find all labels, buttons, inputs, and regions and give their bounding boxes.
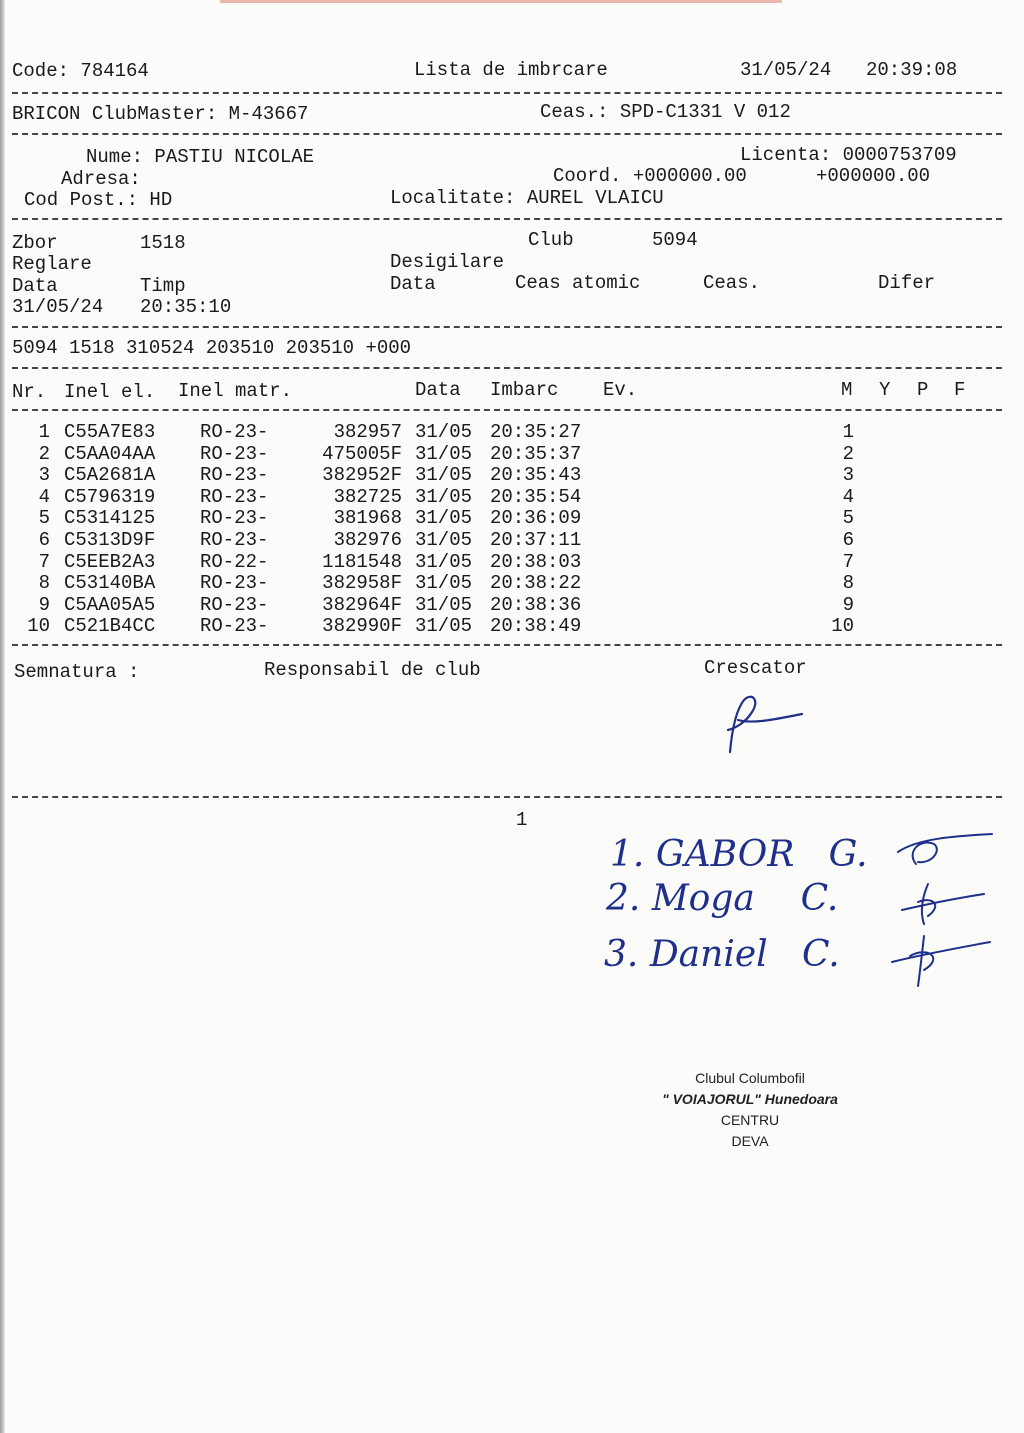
row-number: 4 [38,485,50,508]
row-time: 20:38:22 [490,572,582,595]
row-inel-el: C5313D9F [64,529,156,551]
coordinates-second: +000000.00 [816,165,931,187]
row-position: 7 [842,550,854,573]
stamp-line-1: Clubul Columbofil [695,1070,805,1086]
divider [12,92,1002,94]
clubmaster-id: BRICON ClubMaster: M-43667 [12,103,309,125]
document-title: Lista de imbrcare [414,59,608,81]
row-date: 31/05 [415,529,473,551]
stamp-line-3: CENTRU [720,1112,780,1128]
difer-label: Difer [878,272,936,294]
row-inel-el: C5314125 [64,507,156,530]
row-date: 31/05 [415,421,473,443]
row-inel-el: C55A7E83 [64,421,156,443]
breeder-signature [722,690,812,760]
row-position: 5 [842,507,854,530]
row-inel-matr: 382957 [333,421,402,443]
row-position: 1 [842,421,854,443]
row-number: 3 [38,464,50,487]
row-inel-matr: 382964F [322,593,402,616]
row-date: 31/05 [415,485,473,508]
row-number: 6 [38,529,50,551]
row-inel-el: C5796319 [64,485,156,508]
responsabil-label: Responsabil de club [264,659,481,681]
row-date: 31/05 [415,572,473,595]
col-inel-el: Inel el. [64,381,156,403]
desigilare-label: Desigilare [390,251,505,273]
row-date: 31/05 [415,593,473,616]
row-inel-el: C5AA04AA [64,442,156,465]
col-imbarc: Imbarc [490,379,559,401]
ceas-label: Ceas. [703,272,761,294]
row-series: RO-23- [200,421,269,443]
row-series: RO-22- [200,550,269,573]
reglare-time: 20:35:10 [140,296,232,318]
row-time: 20:36:09 [490,507,582,530]
row-number: 5 [38,507,50,530]
row-inel-el: C5AA05A5 [64,593,156,616]
row-position: 3 [842,464,854,487]
col-p: P [917,379,929,401]
header-time: 20:39:08 [866,59,958,81]
club-label: Club [528,229,574,251]
row-date: 31/05 [415,550,473,573]
row-series: RO-23- [200,442,269,465]
timp-label: Timp [140,275,186,297]
col-m: M [841,379,853,401]
clock-id: Ceas.: SPD-C1331 V 012 [540,101,791,123]
col-ev: Ev. [603,379,638,401]
row-time: 20:38:03 [490,550,582,573]
row-inel-el: C5EEB2A3 [64,550,156,573]
row-series: RO-23- [200,485,269,508]
row-time: 20:35:37 [490,442,582,465]
col-nr: Nr. [12,381,47,403]
row-series: RO-23- [200,572,269,595]
row-time: 20:38:49 [490,615,582,638]
col-inel-matr: Inel matr. [178,380,293,402]
row-position: 8 [842,572,854,595]
divider [12,409,1002,411]
row-time: 20:35:54 [490,485,582,508]
row-number: 1 [38,421,50,443]
row-time: 20:35:43 [490,464,582,487]
header-date: 31/05/24 [740,59,832,81]
divider [12,133,1002,135]
divider [12,644,1002,646]
ceas-atomic-label: Ceas atomic [515,272,641,294]
row-inel-matr: 1181548 [322,550,402,573]
row-series: RO-23- [200,593,269,616]
postcode: Cod Post.: HD [24,189,173,211]
row-position: 6 [842,529,854,551]
row-inel-el: C521B4CC [64,615,156,638]
coordinates: Coord. +000000.00 [553,165,747,187]
row-date: 31/05 [415,464,473,487]
paper-top-mark [220,0,782,3]
club-value: 5094 [652,229,698,251]
col-y: Y [879,379,891,401]
row-inel-el: C53140BA [64,572,156,595]
reglare-label: Reglare [12,253,92,275]
row-inel-matr: 382952F [322,464,402,487]
handwritten-entry-1: 1. GABOR G. [610,834,868,875]
row-series: RO-23- [200,464,269,487]
row-inel-matr: 382725 [333,485,402,508]
row-number: 8 [38,572,50,595]
row-inel-matr: 382958F [322,572,402,595]
stamp-line-4: DEVA [731,1133,769,1149]
stamp-line-2: " VOIAJORUL" Hunedoara [662,1091,838,1107]
row-time: 20:38:36 [490,593,582,616]
address-label: Adresa: [61,168,141,190]
row-time: 20:35:27 [490,421,582,443]
witness-signatures [888,824,1004,994]
row-date: 31/05 [415,615,473,638]
col-data: Data [415,379,461,401]
row-number: 9 [38,593,50,616]
flight-summary: 5094 1518 310524 203510 203510 +000 [12,337,412,359]
semnatura-label: Semnatura : [14,661,140,683]
code-label: Code: 784164 [12,60,149,82]
row-position: 2 [842,442,854,465]
row-number: 10 [27,615,50,638]
club-stamp [630,1068,870,1152]
row-position: 4 [842,485,854,508]
row-inel-matr: 475005F [322,442,402,465]
row-number: 7 [38,550,50,573]
divider [12,218,1002,220]
row-position: 9 [842,593,854,616]
row-date: 31/05 [415,442,473,465]
row-inel-matr: 381968 [333,507,402,530]
divider [12,367,1002,369]
zbor-value: 1518 [140,232,186,254]
row-inel-matr: 382976 [333,529,402,551]
crescator-label: Crescator [704,657,807,679]
row-inel-matr: 382990F [322,615,402,638]
row-time: 20:37:11 [490,529,582,551]
reglare-date: 31/05/24 [12,296,104,318]
row-position: 10 [831,615,854,638]
page-number: 1 [516,809,528,831]
divider [12,326,1002,328]
row-inel-el: C5A2681A [64,464,156,487]
handwritten-entry-2: 2. Moga C. [606,878,839,919]
row-series: RO-23- [200,529,269,551]
col-f: F [954,379,966,401]
row-series: RO-23- [200,615,269,638]
divider [12,796,1002,798]
data2-label: Data [390,273,436,295]
zbor-label: Zbor [12,232,58,254]
handwritten-entry-3: 3. Daniel C. [604,934,840,975]
data-label: Data [12,275,58,297]
row-series: RO-23- [200,507,269,530]
owner-name: Nume: PASTIU NICOLAE [86,146,315,168]
license-number: Licenta: 0000753709 [740,144,957,166]
scan-edge [0,0,5,1433]
row-number: 2 [38,442,50,465]
row-date: 31/05 [415,507,473,530]
locality: Localitate: AUREL VLAICU [390,187,664,209]
